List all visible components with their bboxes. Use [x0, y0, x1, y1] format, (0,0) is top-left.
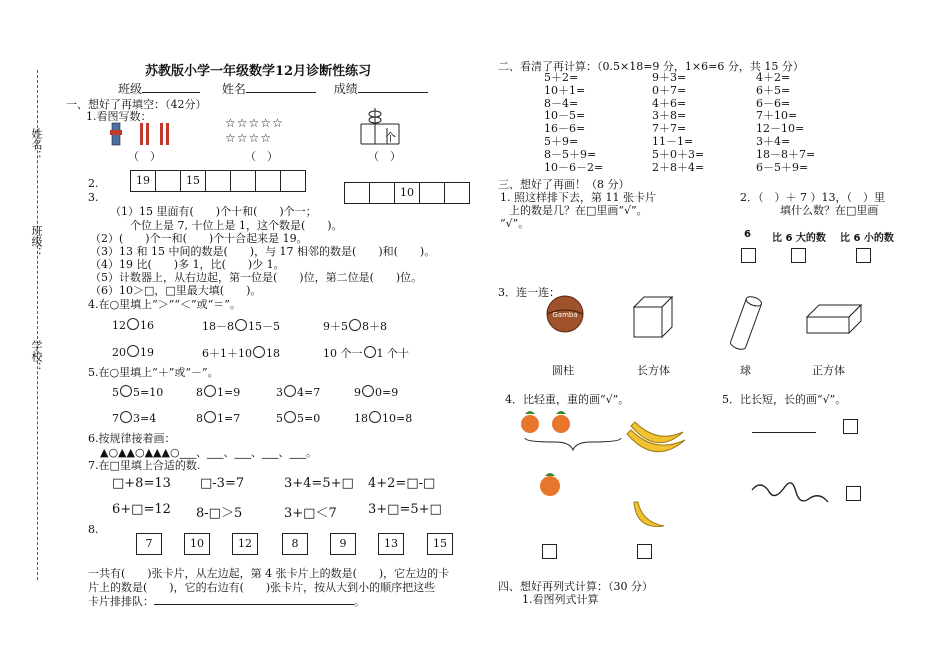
banana-icon: [628, 498, 668, 532]
q7-eq[interactable]: 3+□=5+□: [368, 502, 442, 517]
number-card: 10: [184, 533, 210, 555]
calc-problem[interactable]: 10－5=: [544, 109, 586, 123]
q8-line-3: 卡片排排队： 。: [88, 595, 365, 608]
calc-problem[interactable]: 2＋8＋4=: [652, 160, 705, 174]
cube-image: [632, 295, 674, 339]
pattern-blanks[interactable]: ___、___、___、___、___。: [179, 446, 318, 459]
q2-cell[interactable]: [255, 170, 281, 192]
length-question: 5．比长短，长的画“√”。: [722, 393, 847, 406]
check-box[interactable]: [843, 419, 858, 434]
banana-icon: [627, 422, 685, 452]
stick-bundle-image: [100, 120, 180, 150]
q5-label: 5.在○里填上“＋”或“－”。: [88, 366, 219, 379]
calc-problem[interactable]: 7＋10=: [756, 109, 798, 123]
q5-item: 5 5=0: [276, 412, 321, 425]
calc-problem[interactable]: 0＋7=: [652, 83, 687, 97]
q7-eq[interactable]: □+8=13: [112, 476, 171, 491]
q5-item: 9 0=9: [354, 386, 399, 399]
q7-label: 7.在□里填上合适的数.: [88, 459, 201, 472]
q8-line-1: 一共有( )张卡片，从左边起，第 4 张卡片上的数是( )，它左边的卡: [88, 567, 450, 580]
header-fields: [118, 80, 428, 97]
q1b-answer[interactable]: （ ）: [245, 150, 278, 163]
q8-order-field[interactable]: [154, 604, 354, 605]
calc-problem[interactable]: 10－6－2=: [544, 160, 604, 174]
check-box[interactable]: [846, 486, 861, 501]
check-box[interactable]: [856, 248, 871, 263]
calc-problem[interactable]: 18－8＋7=: [756, 147, 816, 161]
check-box[interactable]: [542, 544, 557, 559]
col-6: 6: [744, 229, 751, 240]
q7-eq[interactable]: 8-□＞5: [196, 506, 243, 521]
solid-label: 圆柱: [552, 364, 574, 377]
number-card: 12: [232, 533, 258, 555]
number-card: 13: [378, 533, 404, 555]
compare-circle[interactable]: [364, 346, 376, 358]
q7-eq[interactable]: 6+□=12: [112, 502, 171, 517]
q6-label: 6.按规律接着画：: [88, 432, 176, 445]
fill-line-4: （3）13 和 15 中间的数是( )，与 17 相邻的数是( )和( )。: [90, 245, 436, 258]
q3-cell[interactable]: [369, 182, 395, 204]
q1c-answer[interactable]: （ ）: [368, 150, 401, 163]
operator-circle[interactable]: [362, 385, 374, 397]
solid-label: 长方体: [637, 364, 670, 377]
q5-item: 8 1=7: [196, 412, 241, 425]
calc-problem[interactable]: 8－5＋9=: [544, 147, 597, 161]
q5-item: 3 4=7: [276, 386, 321, 399]
q7-eq[interactable]: □-3=7: [200, 476, 245, 491]
peaches-vs-bananas-image: [515, 404, 690, 466]
q2-cell[interactable]: [230, 170, 256, 192]
fill-line-1: （1）15 里面有( )个十和( )个一；: [110, 205, 317, 218]
stars-bottom: ☆☆☆☆: [225, 131, 273, 145]
compare-circle[interactable]: [253, 346, 265, 358]
score-field[interactable]: [358, 92, 428, 93]
compare-circle[interactable]: [127, 318, 139, 330]
operator-circle[interactable]: [284, 411, 296, 423]
peach-icon: [521, 411, 539, 433]
side-name-label: 姓名：: [30, 128, 43, 161]
operator-circle[interactable]: [369, 411, 381, 423]
class-label: 班级: [118, 82, 143, 96]
section2-heading: 二、看清了再计算：（0.5×18=9 分，1×6=6 分，共 15 分）: [498, 60, 804, 73]
calc-problem[interactable]: 7＋7=: [652, 122, 687, 136]
q8-line-2: 片上的数是( )，它的右边有( )张卡片，按从大到小的顺序把这些: [88, 581, 436, 594]
calc-problem[interactable]: 12－10=: [756, 122, 805, 136]
check-box[interactable]: [637, 544, 652, 559]
solid-label: 球: [740, 364, 751, 377]
operator-circle[interactable]: [120, 385, 132, 397]
straight-line: [752, 432, 816, 433]
s3q1-line-2: 上的数是几？在□里画“√”。: [509, 204, 648, 217]
compare-circle[interactable]: [235, 319, 247, 331]
q3-cell[interactable]: [344, 182, 370, 204]
calc-problem[interactable]: 6＋5=: [756, 83, 791, 97]
abacus-mark: 个: [385, 131, 396, 144]
calc-problem[interactable]: 6－6=: [756, 96, 791, 110]
fill-line-2: 个位上是 7, 十位上是 1，这个数是( )。: [130, 219, 343, 232]
section1-heading: 一、想好了再填空：（42分）: [66, 98, 207, 111]
calc-problem[interactable]: 10＋1=: [544, 83, 586, 97]
calc-problem[interactable]: 5＋9=: [544, 135, 579, 148]
check-box[interactable]: [741, 248, 756, 263]
q4-item: 12 16: [112, 319, 154, 332]
q2-label: 2.: [88, 177, 99, 190]
name-label: 姓名: [221, 82, 246, 96]
q2-cell[interactable]: [205, 170, 231, 192]
side-class-label: 班级：: [30, 225, 43, 258]
q5-item: 18 10=8: [354, 412, 413, 425]
cylinder-image: [728, 294, 764, 352]
s4-q1: 1.看图列式计算: [522, 593, 599, 606]
page-title: 苏教版小学一年级数学12月诊断性练习: [145, 64, 372, 79]
q4-item: 6＋1＋10 18: [202, 347, 280, 360]
section3-heading: 三、想好了再画！（8 分）: [498, 178, 630, 191]
fill-line-6: （5）计数器上，从右边起，第一位是( )位，第二位是( )位。: [90, 271, 423, 284]
q3-cell[interactable]: [444, 182, 470, 204]
section4-heading: 四、想好再列式计算：（30 分）: [498, 580, 653, 593]
peach-icon: [552, 411, 570, 433]
calc-problem[interactable]: 5＋2=: [544, 71, 579, 84]
number-card: 9: [330, 533, 356, 555]
calc-problem[interactable]: 6－5＋9=: [756, 160, 809, 174]
fill-line-3: （2）( )个一和( )个十合起来是 19。: [90, 232, 308, 245]
s3q2-line-1: 2．（ ）＋ 7 ）13，（ ）里: [740, 191, 885, 204]
q2-cell[interactable]: 19: [130, 170, 156, 192]
curvy-line: [750, 472, 830, 512]
q4-item: 20 19: [112, 346, 154, 359]
s3q1-line-1: 1. 照这样排下去，第 11 张卡片: [500, 191, 656, 204]
basketball-image: [545, 294, 585, 334]
col-less: 比 6 小的数: [840, 233, 894, 244]
calc-problem[interactable]: 9＋3=: [652, 71, 687, 84]
calc-problem[interactable]: 11－1=: [652, 135, 694, 148]
calc-problem[interactable]: 8－4=: [544, 96, 579, 110]
ball-brand-text: Gamba: [552, 311, 578, 319]
s3q2-line-2: 填什么数？在□里画: [780, 204, 879, 217]
connect-label: 3．连一连：: [498, 286, 560, 299]
operator-circle[interactable]: [120, 411, 132, 423]
calc-problem[interactable]: 4＋6=: [652, 96, 687, 110]
fill-line-7: （6）10＞□，□里最大填( )。: [90, 284, 262, 297]
q4-item: 18－8 15－5: [202, 320, 280, 333]
weight-question: 4．比轻重，重的画“√”。: [505, 393, 630, 406]
side-school-label: 学校：: [30, 340, 43, 373]
class-field[interactable]: [142, 92, 200, 93]
compare-circle[interactable]: [127, 345, 139, 357]
q2-cell[interactable]: [155, 170, 181, 192]
operator-circle[interactable]: [204, 411, 216, 423]
solid-label: 正方体: [812, 364, 845, 377]
s3q1-line-3: “√”。: [500, 217, 530, 230]
calc-problem[interactable]: 16－6=: [544, 122, 586, 136]
fill-line-5: （4）19 比( )多 1，比( )少 1。: [90, 258, 285, 271]
abacus-image: [355, 106, 405, 148]
q5-item: 7 3=4: [112, 412, 157, 425]
q7-eq[interactable]: 3+4=5+□: [284, 476, 354, 491]
q2-cell[interactable]: 15: [180, 170, 206, 192]
q7-eq[interactable]: 4+2=□-□: [368, 476, 436, 491]
peach-icon: [533, 470, 573, 498]
cuboid-image: [805, 303, 863, 335]
q1-label: 1.看图写数：: [86, 110, 152, 123]
q4-item: 10 个一 1 个十: [323, 347, 409, 360]
q4-item: 9＋5 8＋8: [323, 320, 387, 333]
name-field[interactable]: [246, 92, 316, 93]
pattern-shapes: ▲○▲▲○▲▲▲○: [100, 446, 180, 459]
q8-label: 8.: [88, 523, 99, 536]
number-card: 8: [282, 533, 308, 555]
calc-problem[interactable]: 4＋2=: [756, 71, 791, 84]
q3-label: 3.: [88, 191, 99, 204]
calc-problem[interactable]: 3＋4=: [756, 135, 791, 148]
q5-item: 8 1=9: [196, 386, 241, 399]
operator-circle[interactable]: [204, 385, 216, 397]
compare-circle[interactable]: [349, 319, 361, 331]
col-greater: 比 6 大的数: [772, 233, 826, 244]
q4-label: 4.在○里填上“＞”“＜”或“＝”。: [88, 298, 241, 311]
calc-problem[interactable]: 5＋0＋3=: [652, 147, 705, 161]
q2-cell[interactable]: [280, 170, 306, 192]
q7-eq[interactable]: 3+□＜7: [284, 506, 337, 521]
calc-problem[interactable]: 3＋8=: [652, 109, 687, 123]
q3-cell[interactable]: [419, 182, 445, 204]
check-box[interactable]: [791, 248, 806, 263]
number-card: 7: [136, 533, 162, 555]
q1a-answer[interactable]: （ ）: [128, 150, 161, 163]
stars-top: ☆☆☆☆☆: [225, 116, 284, 130]
q5-item: 5 5=10: [112, 386, 164, 399]
operator-circle[interactable]: [284, 385, 296, 397]
number-card: 15: [427, 533, 453, 555]
score-label: 成绩: [333, 82, 358, 96]
q3-cell[interactable]: 10: [394, 182, 420, 204]
